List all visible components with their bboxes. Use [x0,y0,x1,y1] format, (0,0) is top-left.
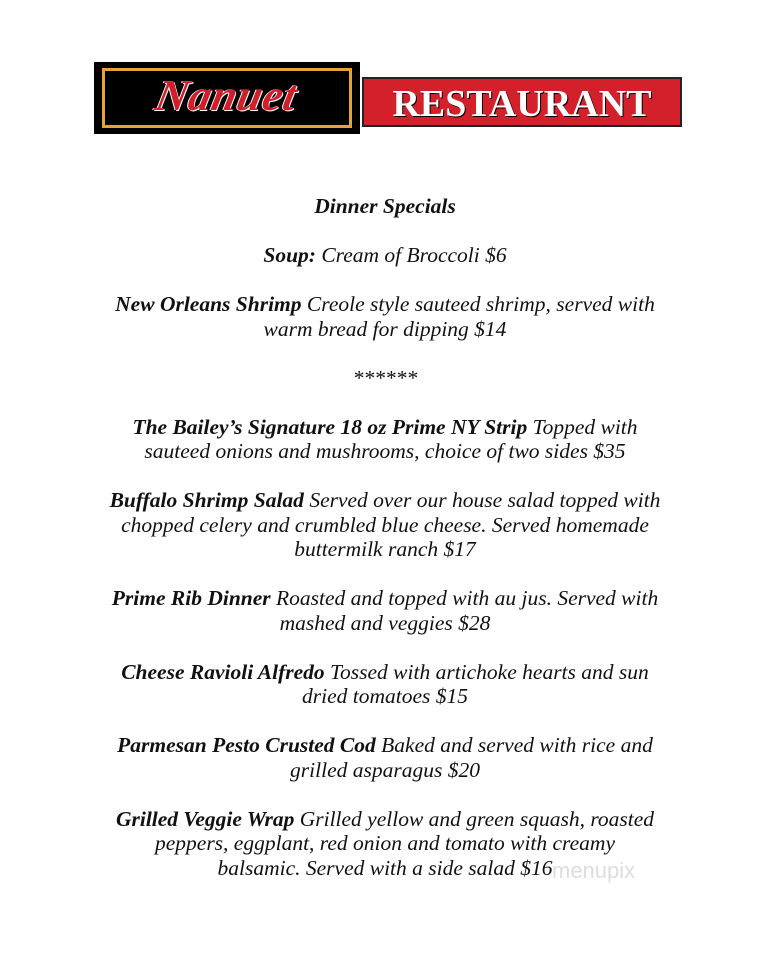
item-name: Cheese Ravioli Alfredo [121,659,325,684]
item-description: Baked and served with rice and [375,733,653,757]
item-description: Creole style sauteed shrimp, served with [301,292,655,316]
item-name: Parmesan Pesto Crusted Cod [117,733,376,757]
menu-item-line [0,488,770,513]
item-description: buttermilk ranch $17 [294,537,476,561]
item-name: Grilled Veggie Wrap [115,806,295,831]
menu-item-line [0,317,770,342]
menu-item-line [0,831,770,856]
menu-heading: Dinner Specials [314,194,456,218]
item-description: Grilled yellow and green squash, roasted [294,806,655,831]
menu-item [0,660,770,734]
menu-item-line [0,807,770,832]
watermark: menupix [552,858,636,883]
menu-item [0,488,770,586]
menu-item-line [0,439,770,464]
item-name: Buffalo Shrimp Salad [109,488,304,512]
item-name: New Orleans Shrimp [115,292,302,316]
menu-item-line [0,611,770,636]
menu-item-line [0,586,770,611]
item-description: Served over our house salad topped with [303,488,661,512]
item-description: sauteed onions and mushrooms, choice of two sides $35 [144,439,626,463]
menu-item [0,415,770,489]
restaurant-logo [94,62,684,134]
menu-item-line [0,758,770,783]
item-description: mashed and veggies $28 [279,610,491,635]
logo-word: RESTAURANT [392,83,652,125]
menu-item-line [0,856,770,881]
logo-script-sign [94,62,360,134]
menu-item-line [0,415,770,440]
menu-item [0,807,770,905]
item-description: chopped celery and crumbled blue cheese. Served homemade [121,512,649,537]
separator: ****** [352,365,418,390]
item-description: Tossed with artichoke hearts and sun [324,659,649,684]
menu-item-line [0,660,770,685]
menu-item-line [0,684,770,709]
item-name: Prime Rib Dinner [111,586,271,610]
menu-item [0,733,770,807]
menu-item [0,586,770,660]
menu-item-line [0,513,770,538]
menu-item-line [0,537,770,562]
item-name: The Bailey’s Signature 18 oz Prime NY Strip [132,414,528,439]
logo-script-text: Nanuet [151,71,303,120]
item-description: Roasted and topped with au jus. Served with [270,586,659,610]
menu-item-line [0,292,770,317]
item-description: dried tomatoes $15 [301,684,469,708]
menu-item-line [0,733,770,758]
menu-content [0,194,770,905]
item-description: balsamic. Served with a side salad $16 [217,855,553,880]
logo-restaurant-sign [362,77,682,127]
menu-item [0,292,770,366]
item-description: peppers, eggplant, red onion and tomato with creamy [154,831,615,855]
item-description: Topped with [527,414,638,439]
item-description: grilled asparagus $20 [290,757,480,782]
item-description: warm bread for dipping $14 [263,316,507,341]
soup-line: Soup: Cream of Broccoli $6 [263,243,507,267]
